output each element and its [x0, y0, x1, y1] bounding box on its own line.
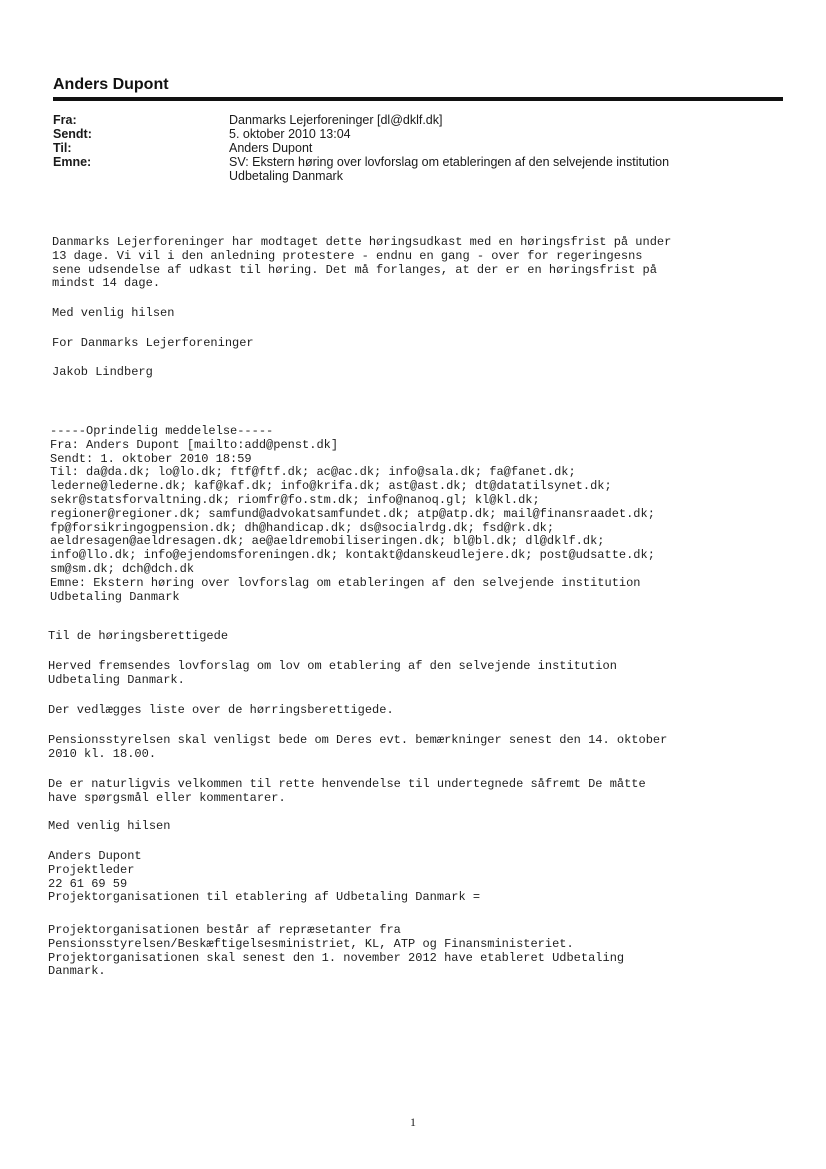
original-salutation: Til de høringsberettigede [48, 629, 229, 643]
page-title: Anders Dupont [53, 76, 169, 93]
header-label-from: Fra: [53, 113, 77, 127]
original-signature: Anders Dupont Projektleder 22 61 69 59 Projektorganisationen til etablering af Udbetaling Danmark = [48, 849, 481, 905]
original-para-2: Der vedlægges liste over de hørringsberettigede. [48, 703, 394, 717]
header-row-subject [53, 155, 783, 183]
header-value-to: Anders Dupont [229, 141, 313, 155]
reply-org-line: For Danmarks Lejerforeninger [52, 336, 254, 350]
header-value-sent: 5. oktober 2010 13:04 [229, 127, 351, 141]
original-greeting: Med venlig hilsen [48, 819, 171, 833]
original-para-4: De er naturligvis velkommen til rette henvendelse til undertegnede såfremt De måtte have spørgsmål eller kommentarer. [48, 777, 646, 805]
email-header [53, 113, 783, 183]
original-para-5: Projektorganisationen består af repræsetanter fra Pensionsstyrelsen/Beskæftigelsesministriet, KL, ATP og Finansministeriet. Projektorganisationen skal senest den 1. november 2012 have etableret Udbetaling Danmark. [48, 923, 625, 979]
header-row-from [53, 113, 783, 127]
title-rule [53, 97, 783, 101]
header-label-subject: Emne: [53, 155, 92, 169]
header-row-to [53, 141, 783, 155]
header-value-subject: SV: Ekstern høring over lovforslag om etableringen af den selvejende institution Udbetaling Danmark [229, 155, 670, 183]
header-label-sent: Sendt: [53, 127, 92, 141]
header-row-sent [53, 127, 783, 141]
header-value-from: Danmarks Lejerforeninger [dl@dklf.dk] [229, 113, 443, 127]
header-label-to: Til: [53, 141, 72, 155]
reply-greeting: Med venlig hilsen [52, 306, 175, 320]
original-para-1: Herved fremsendes lovforslag om lov om etablering af den selvejende institution Udbetaling Danmark. [48, 659, 617, 687]
original-para-3: Pensionsstyrelsen skal venligst bede om Deres evt. bemærkninger senest den 14. oktober 2010 kl. 18.00. [48, 733, 668, 761]
page-number: 1 [410, 1115, 416, 1129]
reply-signer: Jakob Lindberg [52, 365, 153, 379]
reply-body: Danmarks Lejerforeninger har modtaget dette høringsudkast med en høringsfrist på under 13 dage. Vi vil i den anledning protestere - endnu en gang - over for regeringesns sene udsendelse af udkast til høring. Det må forlanges, at der er en høringsfrist på mindst 14 dage. [52, 235, 672, 291]
original-message-header: -----Oprindelig meddelelse----- Fra: Anders Dupont [mailto:add@penst.dk] Sendt: 1. oktober 2010 18:59 Til: da@da.dk; lo@lo.dk; ftf@ftf.dk; ac@ac.dk; info@sala.dk; fa@fanet.dk; lederne@lederne.dk; kaf@kaf.dk; info@krifa.dk; ast@ast.dk; dt@datatilsynet.dk; sekr@statsforvaltning.dk; riomfr@fo.stm.dk; info@nanoq.gl; kl@kl.dk; regioner@regioner.dk; samfund@advokatsamfundet.dk; atp@atp.dk; mail@finansraadet.dk; fp@forsikringogpension.dk; dh@handicap.dk; ds@socialrdg.dk; fsd@rk.dk; aeldresagen@aeldresagen.dk; ae@aeldremobiliseringen.dk; bl@bl.dk; dl@dklf.dk; info@llo.dk; info@ejendomsforeningen.dk; kontakt@danskeudlejere.dk; post@udsatte.dk; sm@sm.dk; dch@dch.dk Emne: Ekstern høring over lovforslag om etableringen af den selvejende institution Udbetaling Danmark [50, 424, 655, 604]
